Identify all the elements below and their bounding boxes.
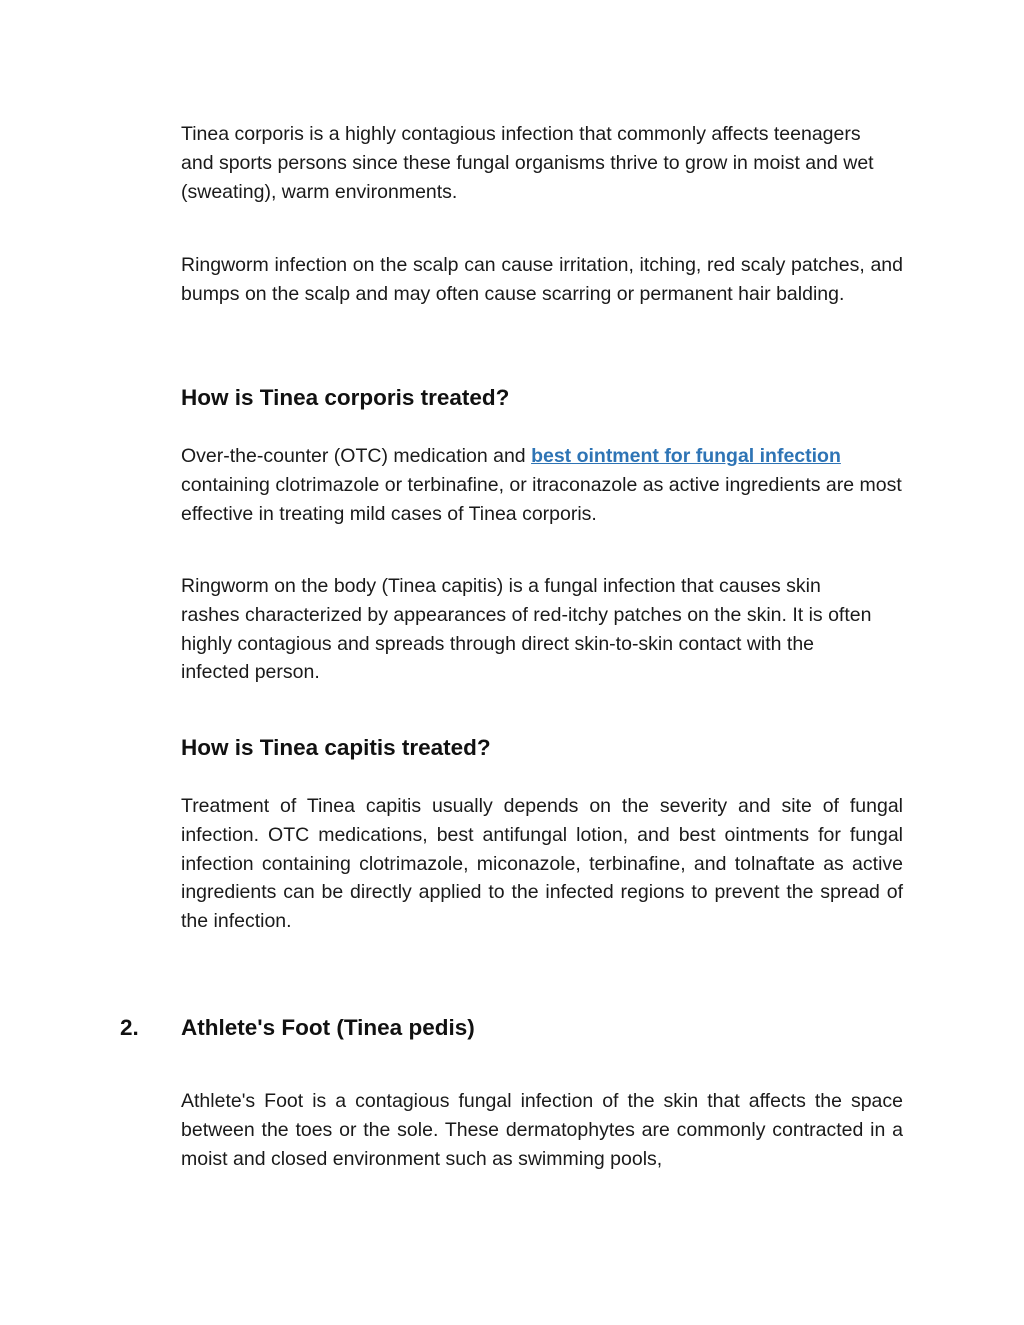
- section-number: 2.: [120, 1015, 139, 1040]
- paragraph-otc-text-after: containing clotrimazole or terbinafine, or itraconazole as active ingredients are most effective in treating mild cases of Tinea corporis.: [181, 473, 902, 525]
- paragraph-tinea-corporis-intro: Tinea corporis is a highly contagious infection that commonly affects teenagers and sports persons since these fungal organisms thrive to grow in moist and wet (sweating), warm environments.: [181, 123, 874, 203]
- paragraph-otc-treatment: [181, 442, 903, 528]
- paragraph-tinea-capitis-treatment: Treatment of Tinea capitis usually depends on the severity and site of fungal infection. OTC medications, best antifungal lotion, and best ointments for fungal infection containing clotrimazole, miconazole, terbinafine, and tolnaftate as active ingredients can be directly applied to the infected regions to prevent the spread of the infection.: [181, 795, 903, 933]
- paragraph-ringworm-body: Ringworm on the body (Tinea capitis) is a fungal infection that causes skin rashes characterized by appearances of red-itchy patches on the skin. It is often highly contagious and spreads through direct skin-to-skin contact with the infected person.: [181, 575, 872, 684]
- paragraph-otc-text-before: Over-the-counter (OTC) medication and: [181, 445, 532, 467]
- heading-tinea-corporis-treatment: How is Tinea corporis treated?: [181, 385, 510, 410]
- paragraph-scalp-ringworm: Ringworm infection on the scalp can cause irritation, itching, red scaly patches, and bumps on the scalp and may often cause scarring or permanent hair balding.: [181, 254, 903, 305]
- heading-athletes-foot: Athlete's Foot (Tinea pedis): [181, 1015, 475, 1040]
- heading-tinea-capitis-treatment: How is Tinea capitis treated?: [181, 735, 491, 760]
- best-ointment-link[interactable]: best ointment for fungal infection: [531, 445, 841, 467]
- paragraph-athletes-foot: Athlete's Foot is a contagious fungal infection of the skin that affects the space between the toes or the sole. These dermatophytes are commonly contracted in a moist and closed environment such as swimming pools,: [181, 1090, 903, 1170]
